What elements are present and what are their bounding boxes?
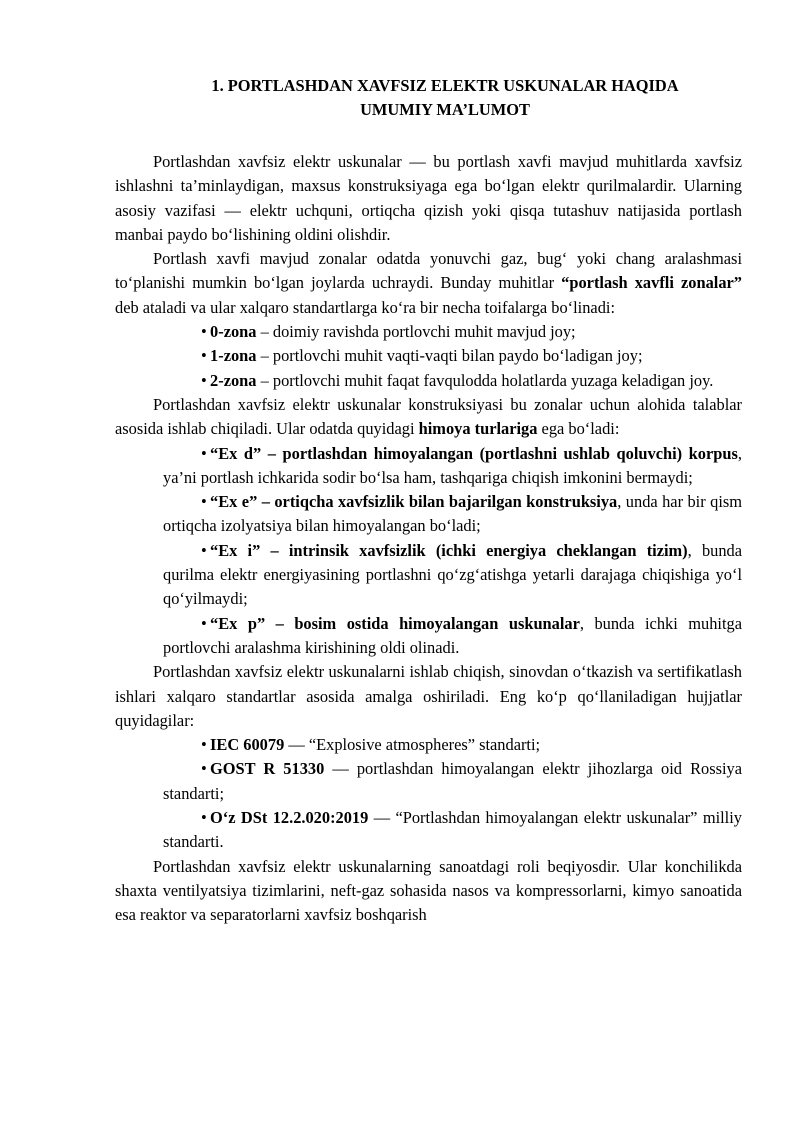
- bullet-icon: •: [201, 540, 207, 560]
- list-item-term: “Ex d” – portlashdan himoyalangan (portlashni ushlab qoluvchi) korpus: [210, 443, 738, 463]
- list-item: [115, 612, 742, 661]
- list-item: [115, 442, 742, 491]
- list-item-text: , bunda qurilma elektr energiyasining portlashni qo‘zg‘atishga yetarli darajaga chiqishiga yo‘l qo‘yilmaydi;: [163, 540, 742, 609]
- zones-list: [115, 320, 742, 393]
- bullet-icon: •: [201, 346, 207, 366]
- list-item: [115, 320, 742, 344]
- list-item-term: GOST R 51330: [210, 759, 325, 779]
- list-item: [115, 733, 742, 757]
- paragraph-zones-intro: [115, 247, 742, 320]
- bullet-icon: •: [201, 492, 207, 512]
- paragraph-text: deb ataladi va ular xalqaro standartlarga ko‘ra bir necha toifalarga bo‘linadi:: [115, 297, 616, 317]
- paragraph-text: ega bo‘ladi:: [537, 419, 620, 439]
- bullet-icon: •: [201, 735, 207, 755]
- list-item-text: , unda har bir qism ortiqcha izolyatsiya bilan himoyalangan bo‘ladi;: [163, 492, 742, 536]
- list-item-term: 1-zona: [210, 346, 257, 366]
- paragraph-intro: Portlashdan xavfsiz elektr uskunalar — bu portlash xavfi mavjud muhitlarda xavfsiz ishlashni ta’minlaydigan, maxsus konstruksiyaga ega bo‘lgan elektr qurilmalardir. Ularning asosiy vazifasi — elektr uchquni, ortiqcha qizish yoki qisqa tutashuv natijasida portlash manbai paydo bo‘lishining oldini olishdir.: [115, 152, 742, 244]
- bullet-icon: •: [201, 759, 207, 779]
- paragraph-protection-intro: [115, 393, 742, 442]
- standards-list: [115, 733, 742, 854]
- list-item-text: – portlovchi muhit faqat favqulodda holatlarda yuzaga keladigan joy.: [256, 370, 714, 390]
- list-item-text: – portlovchi muhit vaqti-vaqti bilan paydo bo‘ladigan joy;: [256, 346, 643, 366]
- paragraph-standards-intro: Portlashdan xavfsiz elektr uskunalarni ishlab chiqish, sinovdan o‘tkazish va sertifikatlash ishlari xalqaro standartlar asosida amalga oshiriladi. Eng ko‘p qo‘llaniladigan hujjatlar quyidagilar:: [115, 662, 742, 730]
- protection-list: [115, 442, 742, 661]
- bullet-icon: •: [201, 808, 207, 828]
- bullet-icon: •: [201, 370, 207, 390]
- list-item: [115, 490, 742, 539]
- list-item-text: , ya’ni portlash ichkarida sodir bo‘lsa ham, tashqariga chiqish imkonini bermaydi;: [163, 443, 742, 487]
- paragraph-text: Portlash xavfi mavjud zonalar odatda yonuvchi gaz, bug‘ yoki chang aralashmasi to‘planishi mumkin bo‘lgan joylarda uchraydi. Bunday muhitlar: [115, 249, 742, 293]
- list-item: [115, 757, 742, 806]
- bullet-icon: •: [201, 613, 207, 633]
- list-item-term: 2-zona: [210, 370, 257, 390]
- title-line-1: 1. PORTLASHDAN XAVFSIZ ELEKTR USKUNALAR HAQIDA: [211, 76, 679, 95]
- list-item-term: “Ex e” – ortiqcha xavfsizlik bilan bajarilgan konstruksiya: [210, 492, 618, 512]
- list-item-text: , bunda ichki muhitga portlovchi aralashma kirishining oldi olinadi.: [163, 613, 742, 657]
- bullet-icon: •: [201, 322, 207, 342]
- list-item-term: 0-zona: [210, 322, 257, 342]
- list-item-text: — “Portlashdan himoyalangan elektr uskunalar” milliy standarti.: [163, 808, 742, 852]
- list-item: [115, 344, 742, 368]
- list-item-term: O‘z DSt 12.2.020:2019: [210, 808, 369, 828]
- document-body: [115, 150, 742, 928]
- bold-term: himoya turlariga: [418, 419, 538, 439]
- list-item-term: “Ex i” – intrinsik xavfsizlik (ichki energiya cheklangan tizim): [210, 540, 688, 560]
- list-item: [115, 369, 742, 393]
- title-line-2: UMUMIY MA’LUMOT: [360, 100, 530, 119]
- list-item-text: – doimiy ravishda portlovchi muhit mavjud joy;: [256, 322, 576, 342]
- paragraph-industry-role: Portlashdan xavfsiz elektr uskunalarning sanoatdagi roli beqiyosdir. Ular konchilikda shaxta ventilyatsiya tizimlarini, neft-gaz sohasida nasos va kompressorlarni, kimyo sanoatida esa reaktor va separatorlarni xavfsiz boshqarish: [115, 856, 742, 925]
- list-item-text: — “Explosive atmospheres” standarti;: [284, 735, 541, 755]
- section-title: [150, 74, 740, 122]
- list-item: [115, 806, 742, 855]
- bold-term: “portlash xavfli zonalar”: [561, 273, 742, 293]
- bullet-icon: •: [201, 443, 207, 463]
- list-item-text: — portlashdan himoyalangan elektr jihozlarga oid Rossiya standarti;: [163, 759, 742, 803]
- list-item: [115, 539, 742, 612]
- list-item-term: IEC 60079: [210, 735, 285, 755]
- paragraph-text: Portlashdan xavfsiz elektr uskunalar konstruksiyasi bu zonalar uchun alohida talablar asosida ishlab chiqiladi. Ular odatda quyidagi: [115, 394, 742, 439]
- list-item-term: “Ex p” – bosim ostida himoyalangan uskunalar: [210, 613, 580, 633]
